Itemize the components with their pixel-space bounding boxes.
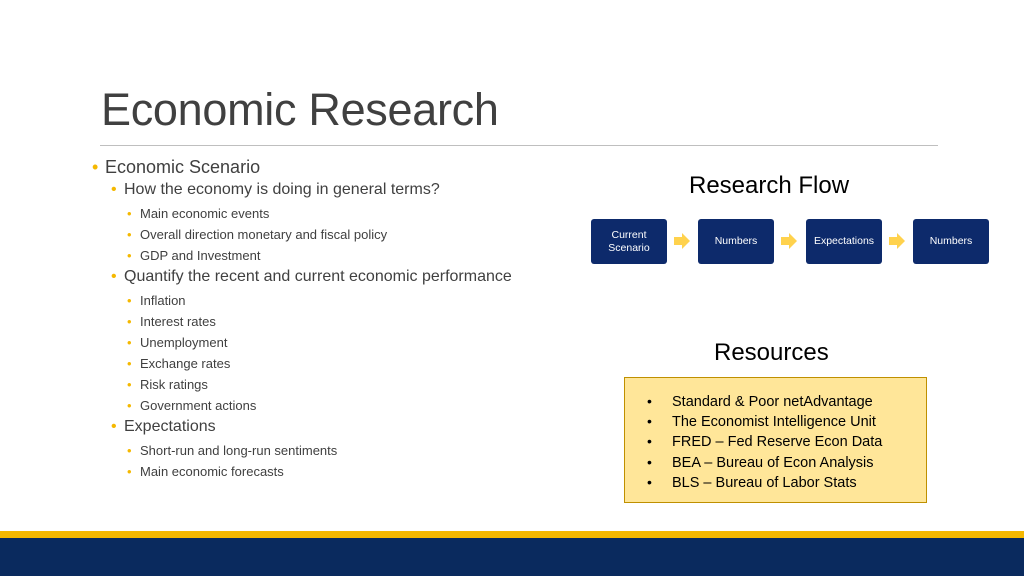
bullet-dot: • xyxy=(127,293,132,308)
bullet-text: Overall direction monetary and fiscal policy xyxy=(140,227,388,242)
bullet-dot: • xyxy=(127,398,132,413)
bullet-dot: • xyxy=(127,314,132,329)
bullet-text: Expectations xyxy=(124,418,216,435)
bullet-l3-direction xyxy=(127,227,388,242)
bullet-dot: • xyxy=(647,454,652,470)
research-flow-heading: Research Flow xyxy=(689,172,850,199)
bullet-l3-interest xyxy=(127,314,216,329)
bullet-dot: • xyxy=(127,464,132,479)
resources-heading: Resources xyxy=(714,339,829,366)
bullet-dot: • xyxy=(647,393,652,409)
bullet-dot: • xyxy=(127,356,132,371)
resource-text: The Economist Intelligence Unit xyxy=(672,414,876,430)
bullet-text: Risk ratings xyxy=(140,377,208,392)
arrow-right-icon xyxy=(673,232,691,250)
bullet-l3-forecasts xyxy=(127,464,284,479)
bullet-text: Short-run and long-run sentiments xyxy=(140,443,338,458)
bullet-text: How the economy is doing in general terms? xyxy=(124,181,440,198)
resource-text: BEA – Bureau of Econ Analysis xyxy=(672,455,874,471)
bullet-l3-events xyxy=(127,206,270,221)
flow-step-current-scenario: Current Scenario xyxy=(591,219,667,264)
bullet-l2-general xyxy=(111,181,440,199)
bullet-l2-expectations xyxy=(111,418,216,436)
arrow-right-icon xyxy=(888,232,906,250)
bullet-text: Interest rates xyxy=(140,314,216,329)
bullet-dot: • xyxy=(111,418,117,435)
resource-item xyxy=(647,393,873,410)
bullet-dot: • xyxy=(647,474,652,490)
resource-item xyxy=(647,433,883,450)
resource-text: BLS – Bureau of Labor Stats xyxy=(672,475,857,491)
bullet-dot: • xyxy=(127,377,132,392)
resource-item xyxy=(647,413,876,430)
arrow-right-icon xyxy=(780,232,798,250)
resource-item xyxy=(647,474,857,491)
bullet-text: Unemployment xyxy=(140,335,228,350)
bullet-text: Economic Scenario xyxy=(105,157,261,177)
bullet-text: Main economic events xyxy=(140,206,270,221)
bullet-dot: • xyxy=(111,268,117,285)
bullet-l3-risk xyxy=(127,377,208,392)
bullet-dot: • xyxy=(647,413,652,429)
resource-text: FRED – Fed Reserve Econ Data xyxy=(672,434,883,450)
bullet-dot: • xyxy=(127,335,132,350)
bullet-l3-sentiments xyxy=(127,443,338,458)
bullet-text: Main economic forecasts xyxy=(140,464,284,479)
footer-accent-stripe xyxy=(0,531,1024,538)
flow-step-numbers-final: Numbers xyxy=(913,219,989,264)
bullet-dot: • xyxy=(111,181,117,198)
bullet-l3-gdp xyxy=(127,248,261,263)
bullet-l3-exchange xyxy=(127,356,231,371)
bullet-l3-unemployment xyxy=(127,335,228,350)
bullet-text: GDP and Investment xyxy=(140,248,261,263)
flow-step-numbers: Numbers xyxy=(698,219,774,264)
resources-box xyxy=(624,377,927,503)
bullet-dot: • xyxy=(127,206,132,221)
bullet-l2-quantify xyxy=(111,268,512,286)
bullet-text: Inflation xyxy=(140,293,186,308)
bullet-l3-inflation xyxy=(127,293,186,308)
flow-step-expectations: Expectations xyxy=(806,219,882,264)
resource-item xyxy=(647,454,874,471)
bullet-dot: • xyxy=(92,157,99,177)
title-divider xyxy=(100,145,938,146)
bullet-l3-government xyxy=(127,398,257,413)
bullet-dot: • xyxy=(127,443,132,458)
bullet-dot: • xyxy=(127,248,132,263)
bullet-l1-scenario xyxy=(92,157,261,178)
resource-text: Standard & Poor netAdvantage xyxy=(672,394,873,410)
bullet-text: Exchange rates xyxy=(140,356,231,371)
bullet-dot: • xyxy=(127,227,132,242)
bullet-text: Quantify the recent and current economic performance xyxy=(124,268,512,285)
bullet-dot: • xyxy=(647,433,652,449)
slide-title: Economic Research xyxy=(101,84,499,135)
footer-band xyxy=(0,538,1024,576)
bullet-text: Government actions xyxy=(140,398,257,413)
